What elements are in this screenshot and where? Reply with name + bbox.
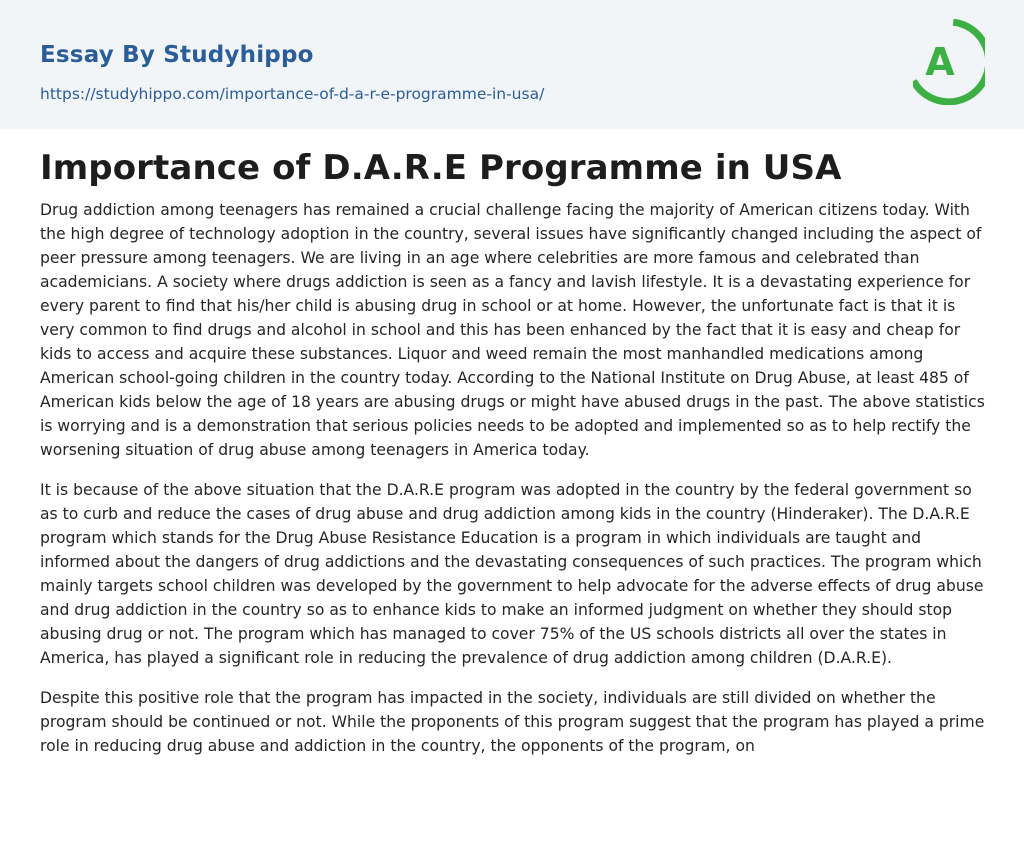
logo-icon — [913, 19, 985, 105]
page-title: Importance of D.A.R.E Programme in USA — [40, 148, 842, 188]
article-paragraph: Drug addiction among teenagers has remained a crucial challenge facing the majority of American citizens today. With the high degree of technology adoption in the country, several issues have significantly changed including the aspect of peer pressure among teenagers. We are living in an age where celebrities are more famous and celebrated than academicians. A society where drugs addiction is seen as a fancy and lavish lifestyle. It is a devastating experience for every parent to find that his/her child is abusing drug in school or at home. However, the unfortunate fact is that it is very common to find drugs and alcohol in school and this has been enhanced by the fact that it is easy and cheap for kids to access and acquire these substances. Liquor and weed remain the most manhandled medications among American school-going children in the country today. According to the National Institute on Drug Abuse, at least 485 of American kids below the age of 18 years are abusing drugs or might have abused drugs in the past. The above statistics is worrying and is a demonstration that serious policies needs to be adopted and implemented so as to help rectify the worsening situation of drug abuse among teenagers in America today. — [40, 201, 985, 459]
article-paragraph: Despite this positive role that the program has impacted in the society, individuals are still divided on whether the program should be continued or not. While the proponents of this program suggest that the program has played a prime role in reducing drug abuse and addiction in the country, the opponents of the program, on — [40, 689, 985, 755]
article-paragraph: It is because of the above situation that the D.A.R.E program was adopted in the country by the federal government so as to curb and reduce the cases of drug abuse and drug addiction among kids in the country (Hinderaker). The D.A.R.E program which stands for the Drug Abuse Resistance Education is a program in which individuals are taught and informed about the dangers of drug addictions and the devastating consequences of such practices. The program which mainly targets school children was developed by the government to help advocate for the adverse effects of drug abuse and drug addiction in the country so as to enhance kids to make an informed judgment on whether they should stop abusing drug or not. The program which has managed to cover 75% of the US schools districts all over the states in America, has played a significant role in reducing the prevalence of drug addiction among children (D.A.R.E). — [40, 481, 984, 667]
article — [40, 144, 986, 774]
site-header — [0, 0, 1024, 129]
source-url-link[interactable]: https://studyhippo.com/importance-of-d-a-r-e-programme-in-usa/ — [40, 85, 545, 103]
brand-title: Essay By Studyhippo — [40, 42, 314, 68]
logo-letter: A — [925, 40, 955, 84]
